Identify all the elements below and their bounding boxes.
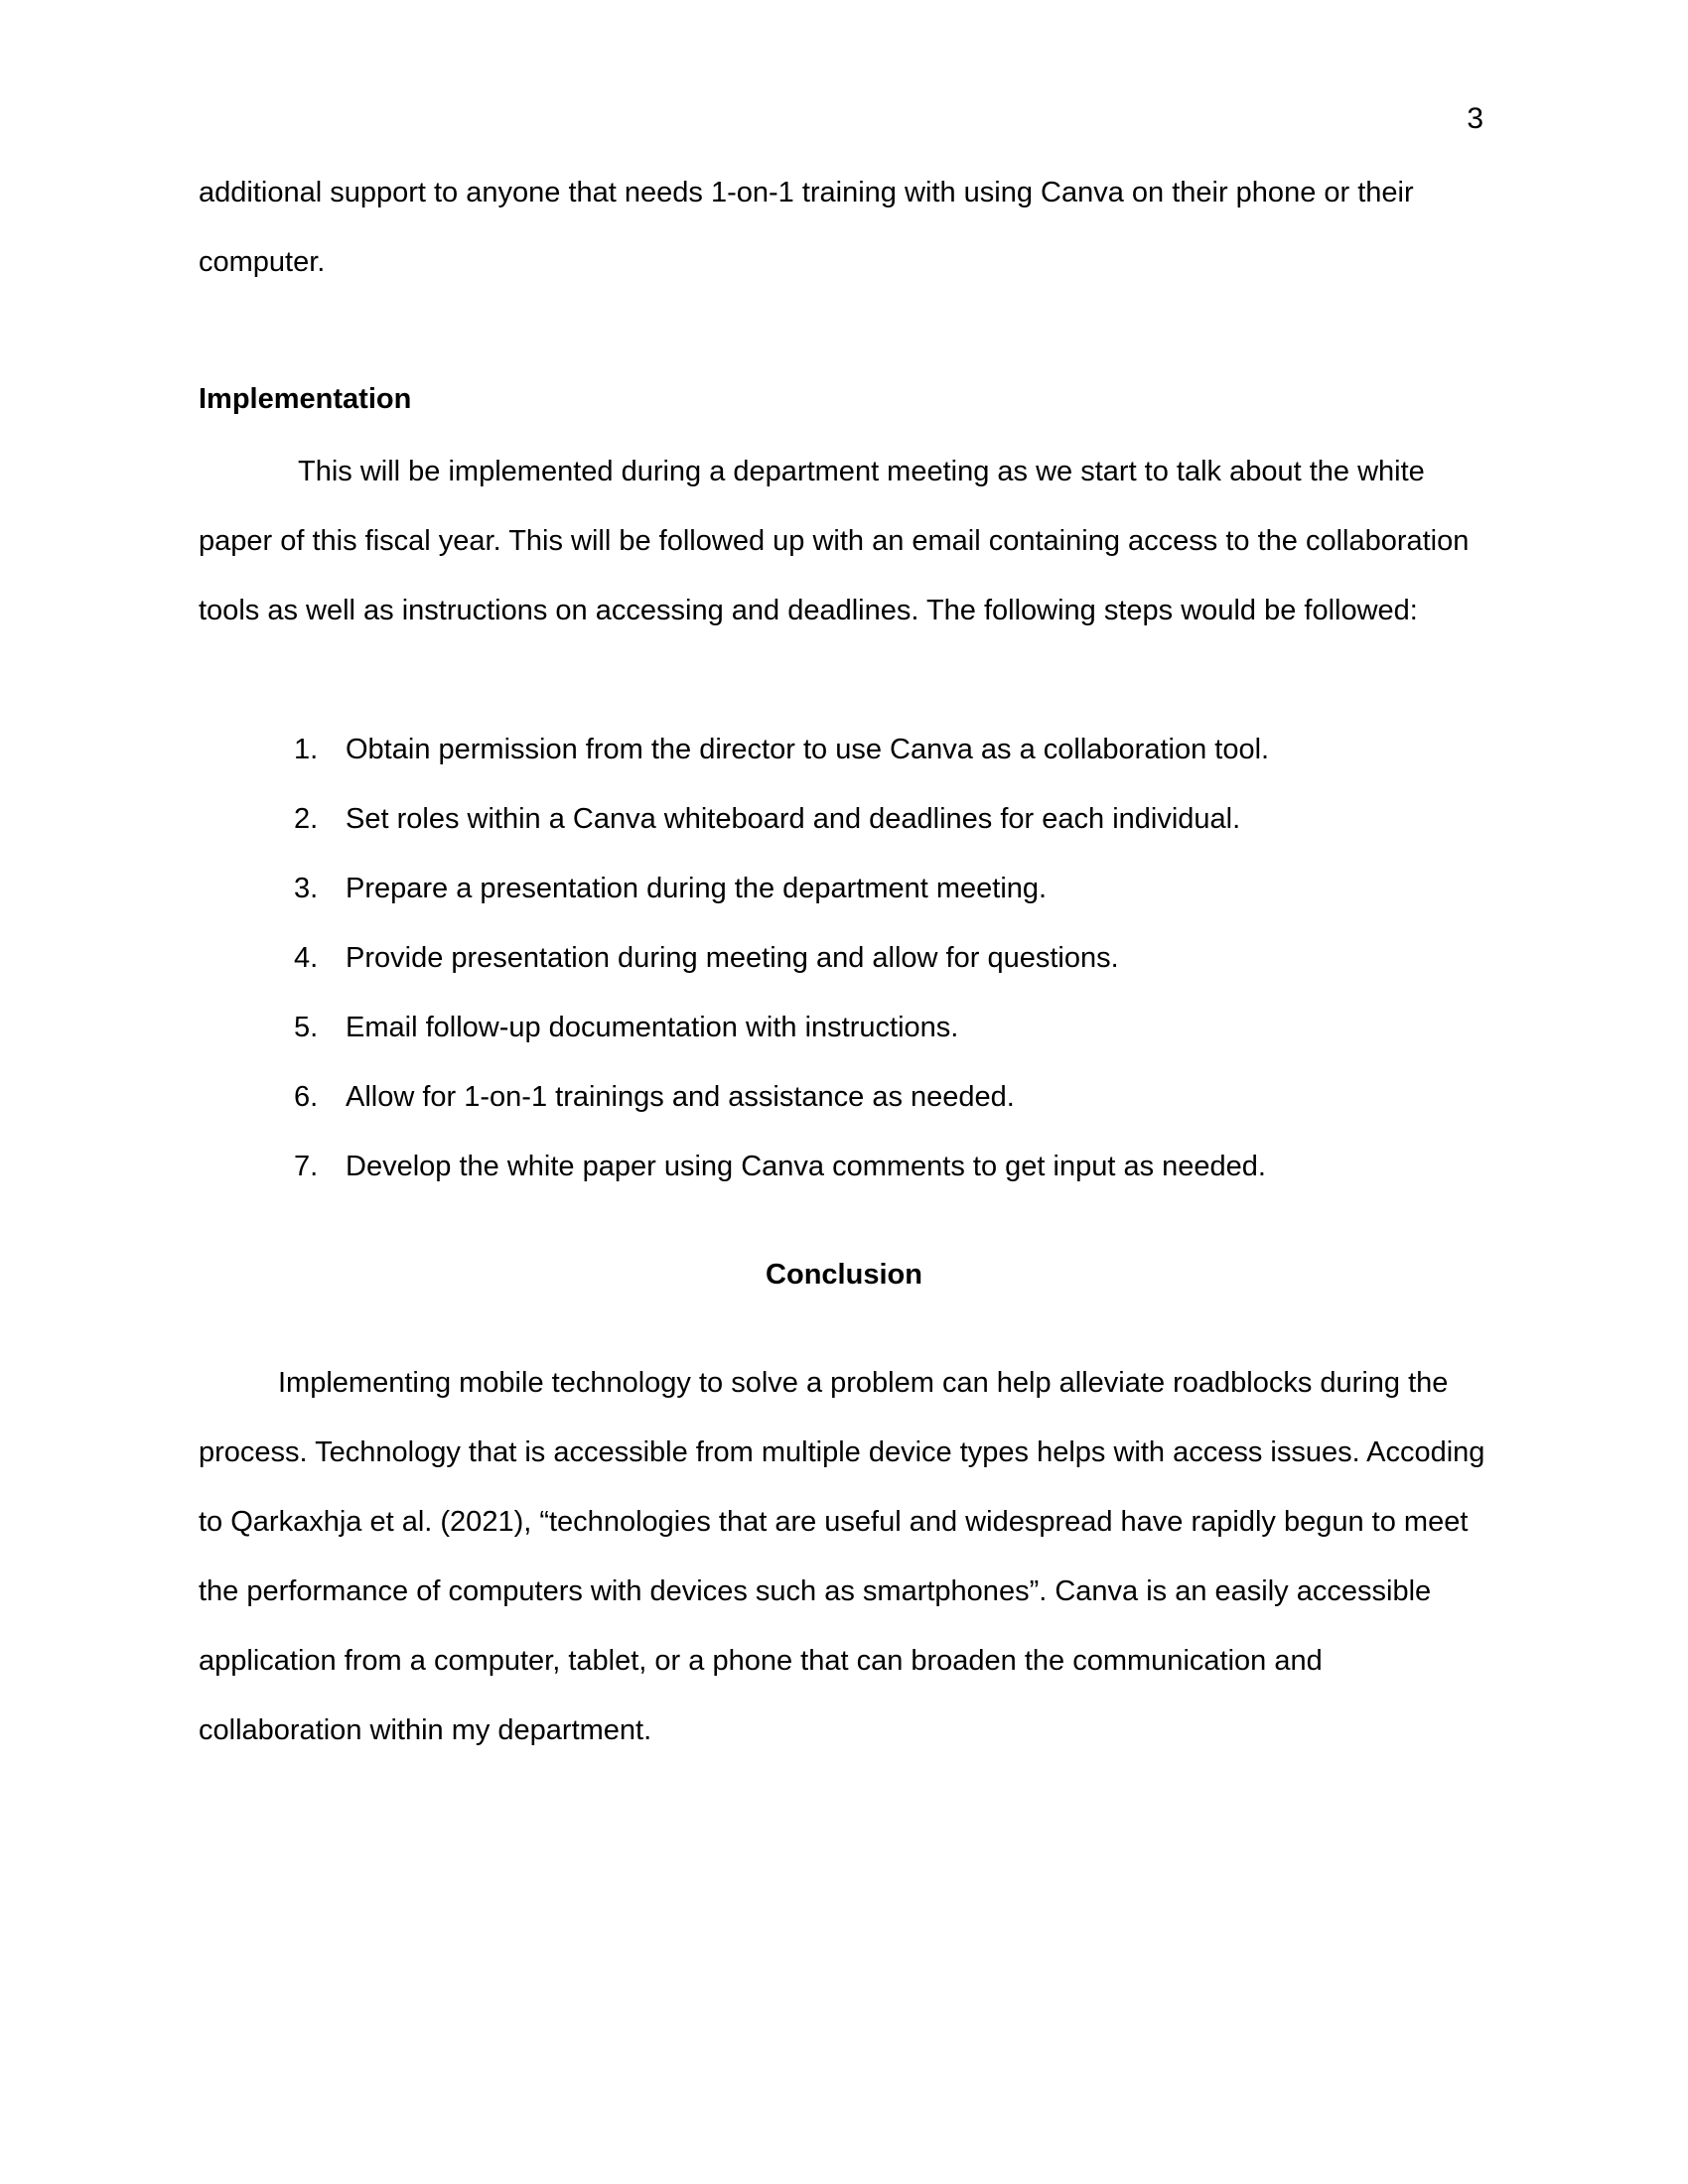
list-item-number: 1.	[294, 734, 319, 765]
implementation-steps-list	[294, 715, 1269, 1201]
list-item-number: 2.	[294, 803, 319, 835]
list-item	[294, 993, 1269, 1062]
list-item	[294, 715, 1269, 784]
conclusion-section	[199, 1348, 1489, 1765]
list-item-text: Obtain permission from the director to use Canva as a collaboration tool.	[346, 734, 1270, 765]
list-item-number: 4.	[294, 942, 319, 974]
list-item-text: Develop the white paper using Canva comments to get input as needed.	[346, 1151, 1266, 1182]
list-item	[294, 784, 1269, 854]
implementation-heading: Implementation	[199, 383, 412, 415]
list-item	[294, 923, 1269, 993]
intro-section	[199, 158, 1489, 297]
list-item-text: Email follow-up documentation with instructions.	[346, 1012, 959, 1043]
intro-paragraph: additional support to anyone that needs 1-on-1 training with using Canva on their phone or their computer.	[199, 177, 1414, 278]
list-item	[294, 854, 1269, 923]
list-item	[294, 1132, 1269, 1201]
conclusion-paragraph: Implementing mobile technology to solve a problem can help alleviate roadblocks during the process. Technology that is accessible from multiple device types helps with access issues. Accoding to Qarkaxhja et al. (2021), “technologies that are useful and widespread have rapidly begun to meet the performance of computers with devices such as smartphones”. Canva is an easily accessible application from a computer, tablet, or a phone that can broaden the communication and collaboration within my department.	[199, 1367, 1485, 1746]
implementation-section	[199, 437, 1489, 645]
page-number: 3	[1467, 102, 1483, 135]
list-item	[294, 1062, 1269, 1132]
implementation-paragraph: This will be implemented during a department meeting as we start to talk about the white paper of this fiscal year. This will be followed up with an email containing access to the collaboration tools as well as instructions on accessing and deadlines. The following steps would be followed:	[199, 456, 1470, 626]
list-item-number: 6.	[294, 1081, 319, 1113]
conclusion-heading: Conclusion	[766, 1259, 922, 1291]
list-item-text: Set roles within a Canva whiteboard and deadlines for each individual.	[346, 803, 1241, 835]
list-item-number: 7.	[294, 1151, 319, 1182]
list-item-number: 3.	[294, 873, 319, 904]
list-item-text: Provide presentation during meeting and allow for questions.	[346, 942, 1119, 974]
list-item-number: 5.	[294, 1012, 319, 1043]
list-item-text: Prepare a presentation during the department meeting.	[346, 873, 1048, 904]
list-item-text: Allow for 1-on-1 trainings and assistance as needed.	[346, 1081, 1015, 1113]
